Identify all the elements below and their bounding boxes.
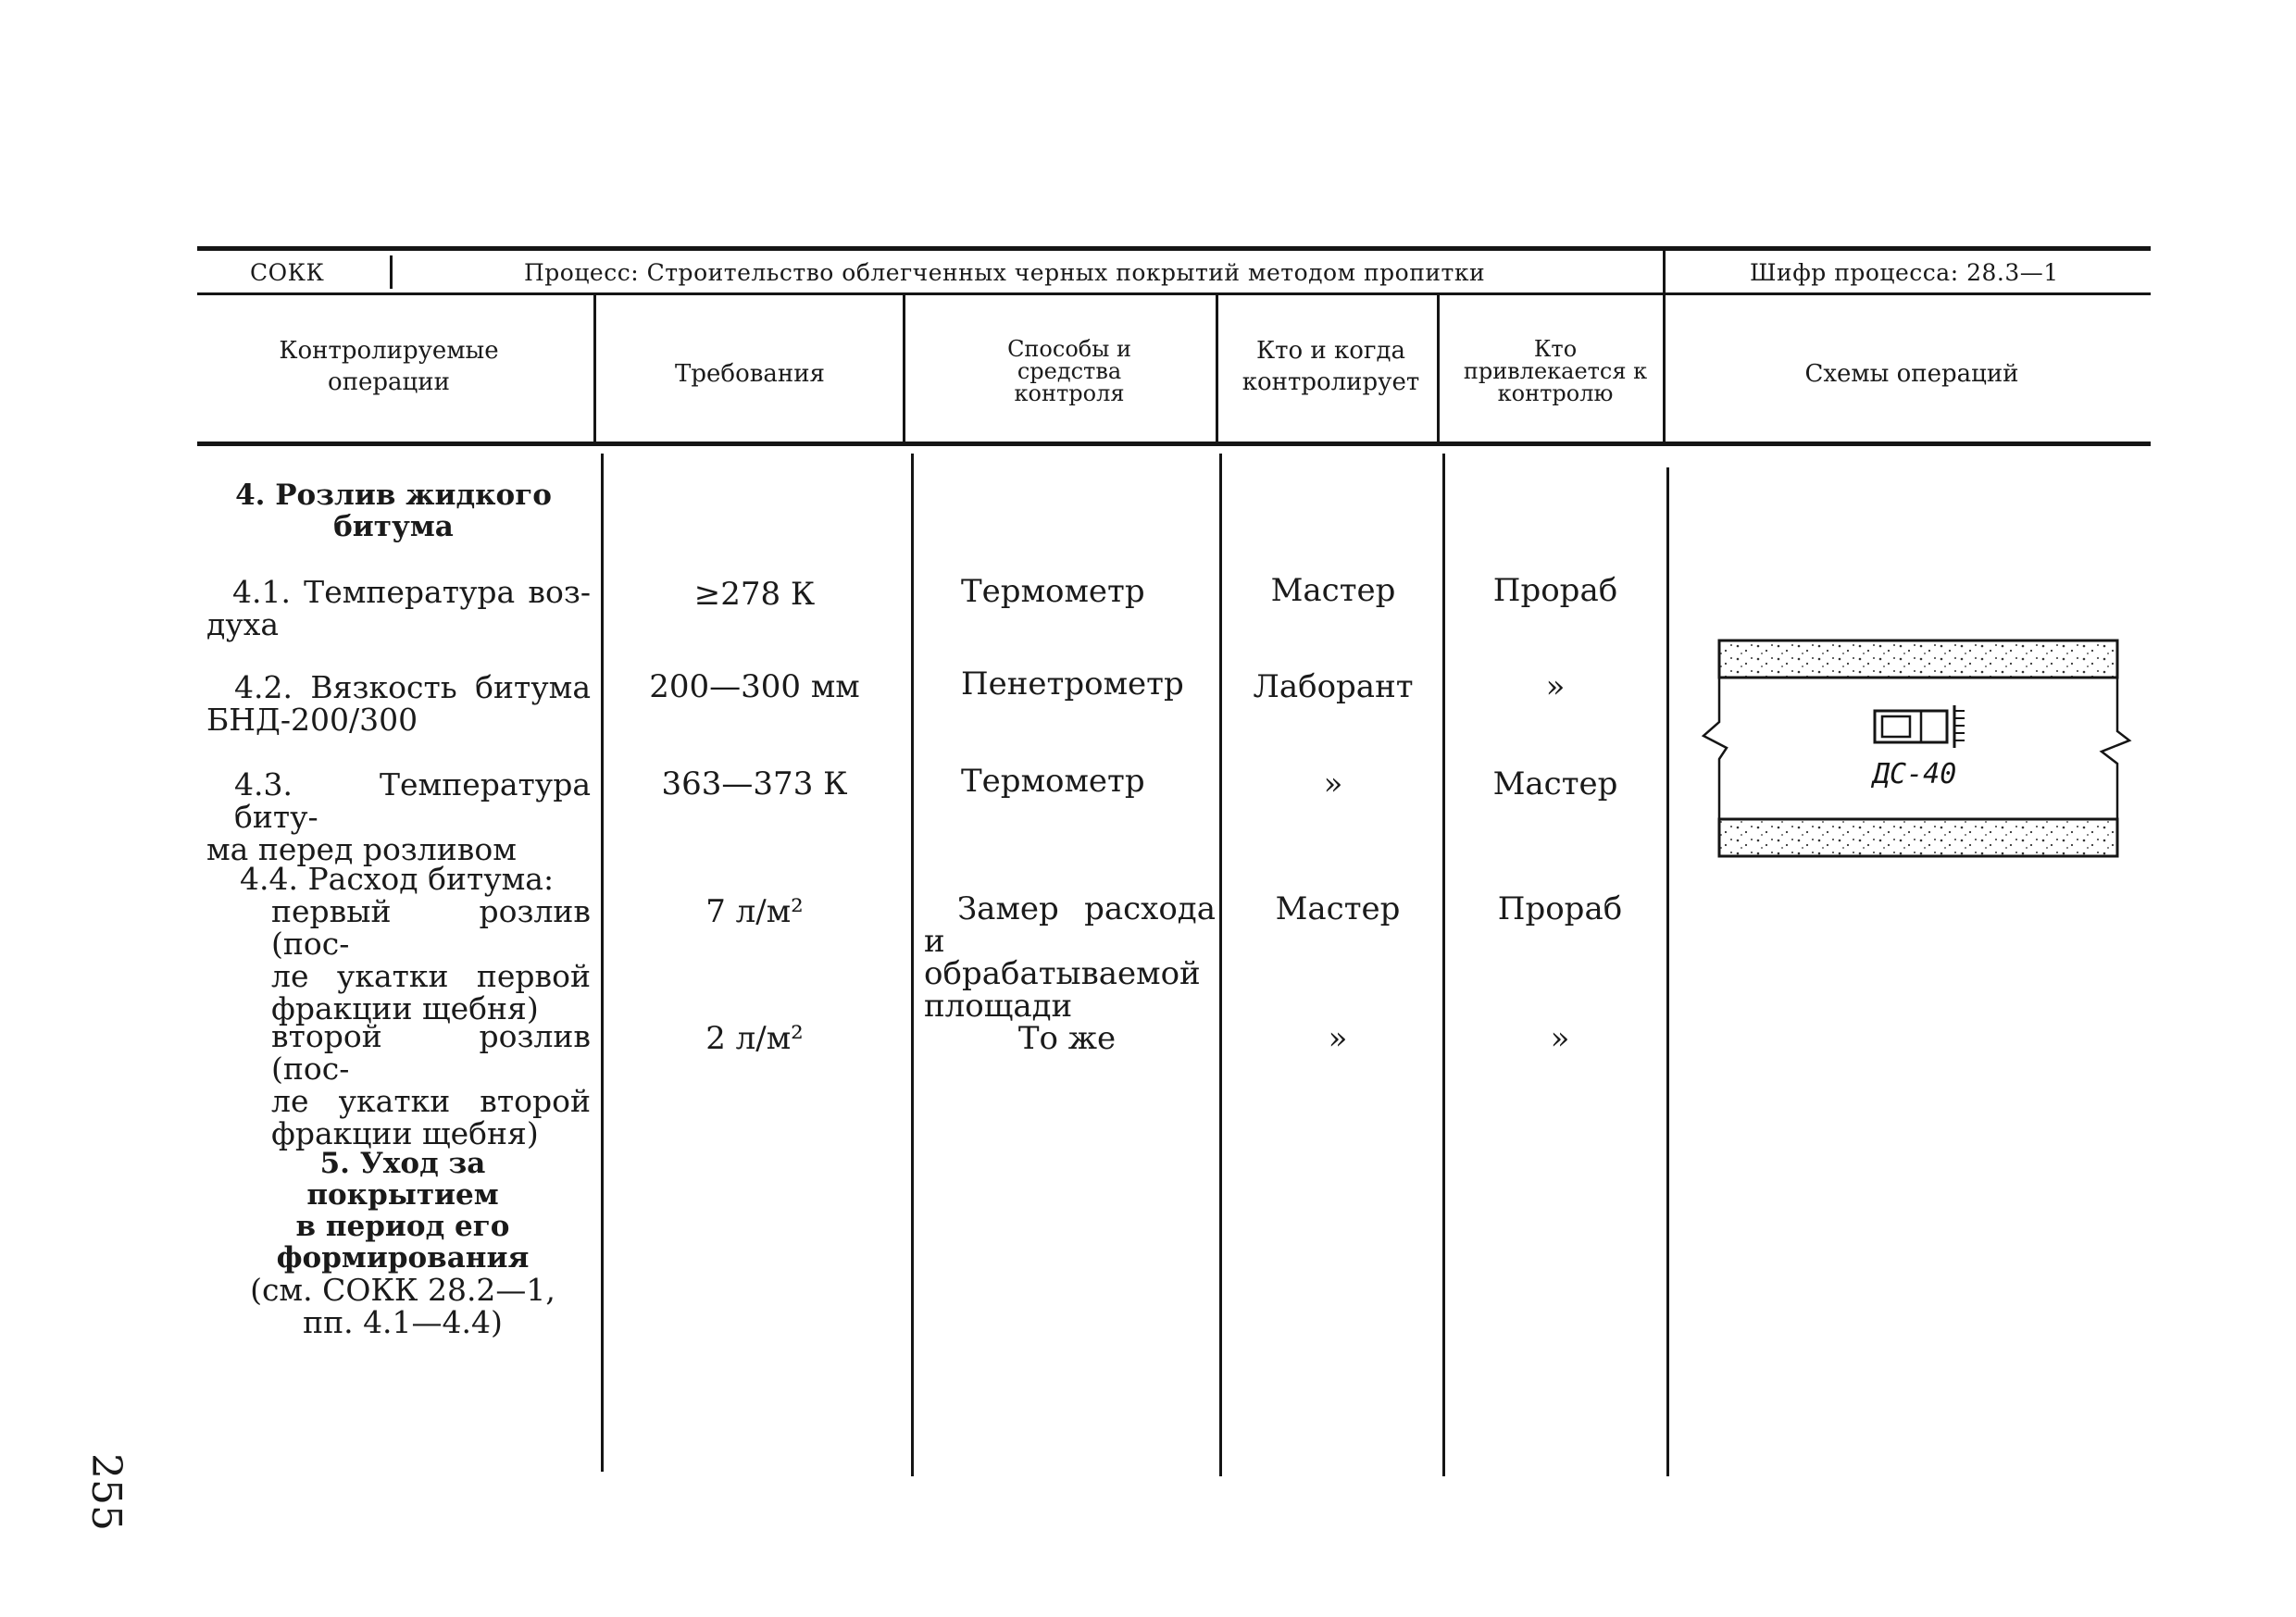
row-4-4-who: Мастер — [1275, 890, 1401, 927]
col-divider-2-head — [903, 294, 905, 442]
row-4-1-who: Мастер — [1270, 572, 1396, 609]
row-4-3-method: Термометр — [961, 763, 1145, 800]
col-divider-5-head — [1663, 294, 1666, 442]
row-4-4b-requirement: 2 л/м² — [705, 1020, 804, 1057]
col-divider-1-head — [593, 294, 596, 442]
process-cipher: Шифр процесса: 28.3—1 — [1750, 259, 2059, 286]
row-4-4-involved: Прораб — [1497, 890, 1623, 927]
columns-rule — [197, 442, 2151, 446]
row-4-4b-method: То же — [1017, 1020, 1117, 1057]
row-4-1-operation: 4.1. Температура воз- духа — [206, 574, 591, 642]
col-header-involved: Кто привлекается к контролю — [1463, 336, 1648, 406]
row-4-1-requirement: ≥278 К — [693, 576, 816, 613]
row-4-3-requirement: 363—373 К — [661, 765, 848, 802]
header-divider-code — [390, 255, 393, 289]
col-divider-4-head — [1437, 294, 1440, 442]
col-header-schemes: Схемы операций — [1804, 360, 2019, 388]
row-4-4b-operation: второй розлив (пос- ле укатки второй фракции щебня) — [271, 1018, 591, 1151]
col-divider-2 — [911, 454, 914, 1476]
row-4-4-requirement: 7 л/м² — [705, 893, 804, 930]
header-divider-cipher — [1663, 248, 1666, 294]
operation-scheme-diagram — [1694, 629, 2139, 879]
left-break-line — [1703, 678, 1727, 819]
col-divider-3 — [1219, 454, 1222, 1476]
row-4-2-requirement: 200—300 мм — [649, 668, 860, 705]
col-divider-3-head — [1216, 294, 1218, 442]
row-4-3-operation: 4.3. Температура биту- ма перед розливом — [206, 766, 591, 867]
page-number: 255 — [82, 1453, 130, 1531]
row-4-2-involved: » — [1545, 668, 1566, 705]
row-4-4b-involved: » — [1550, 1020, 1570, 1057]
row-4-3-involved: Мастер — [1492, 765, 1618, 802]
right-break-line — [2102, 678, 2129, 819]
row-4-2-method: Пенетрометр — [961, 665, 1184, 703]
row-4-2-operation: 4.2. Вязкость битума БНД-200/300 — [206, 669, 591, 738]
col-divider-5 — [1666, 467, 1669, 1476]
col-header-operations: Контролируемые операции — [279, 337, 499, 396]
row-4-4-operation: 4.4. Расход битума: первый розлив (пос- ле укатки первой фракции щебня) — [240, 861, 591, 1026]
header-rule — [197, 292, 2151, 295]
process-title: Процесс: Строительство облегченных черных покрытий методом пропитки — [524, 259, 1486, 286]
col-header-who-controls: Кто и когда контролирует — [1242, 337, 1420, 396]
col-header-methods: Способы и средства контроля — [1007, 336, 1131, 406]
doc-code: СОКК — [250, 259, 325, 286]
row-4-2-who: Лаборант — [1253, 668, 1414, 705]
top-shoulder-strip — [1719, 641, 2117, 678]
top-rule — [197, 246, 2151, 251]
col-header-requirements: Требования — [675, 360, 825, 388]
col-divider-1 — [601, 454, 604, 1472]
row-4-1-involved: Прораб — [1492, 572, 1618, 609]
section-4-title: 4. Розлив жидкого битума — [235, 479, 552, 543]
row-4-4-method: Замер расхода и обрабатываемой площади — [924, 890, 1216, 1025]
row-4-3-who: » — [1323, 765, 1343, 802]
machine-label: ДС-40 — [1873, 758, 1957, 790]
section-5-block: 5. Уход за покрытием в период его формирования (см. СОКК 28.2—1, пп. 4.1—4.4) — [250, 1147, 555, 1340]
row-4-1-method: Термометр — [961, 573, 1145, 610]
bottom-shoulder-strip — [1719, 819, 2117, 856]
bitumen-distributor-icon — [1875, 705, 1965, 748]
col-divider-4 — [1442, 454, 1445, 1476]
row-4-4b-who: » — [1328, 1020, 1348, 1057]
